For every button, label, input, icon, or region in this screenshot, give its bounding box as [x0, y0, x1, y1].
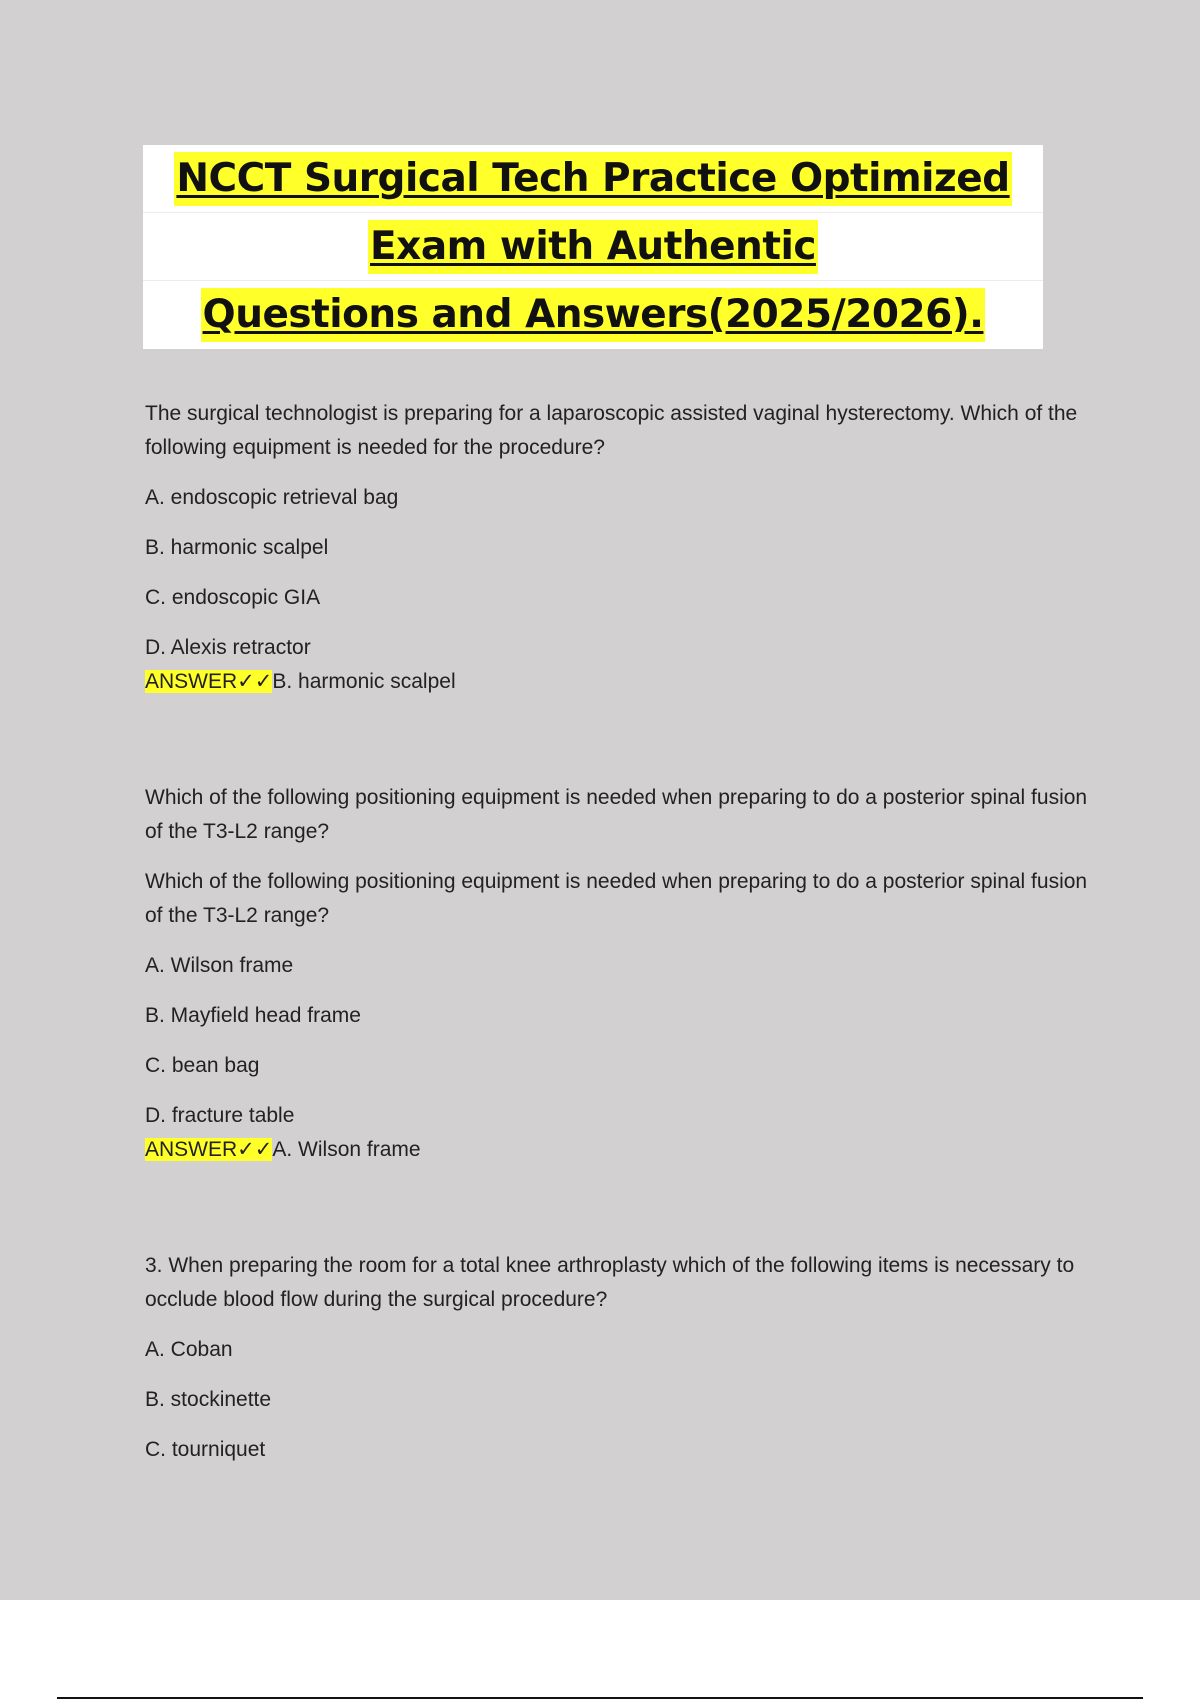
document-title-line-1: NCCT Surgical Tech Practice Optimized — [174, 152, 1011, 206]
question-text: The surgical technologist is preparing for a laparoscopic assisted vaginal hysterectomy. Which of the following equipment is needed for the procedure? — [145, 402, 1078, 459]
answer-line — [145, 1133, 1095, 1167]
document-title-line-2: Exam with Authentic — [368, 220, 818, 274]
option-b: B. stockinette — [145, 1388, 272, 1411]
title-row — [143, 281, 1043, 348]
footer-divider — [57, 1697, 1143, 1699]
document-title-line-3: Questions and Answers(2025/2026). — [201, 288, 986, 342]
answer-label: ANSWER✓✓ — [145, 1138, 273, 1161]
option-b: B. Mayfield head frame — [145, 1004, 361, 1027]
option-d: D. Alexis retractor — [145, 636, 311, 659]
option-d: D. fracture table — [145, 1104, 295, 1127]
answer-label: ANSWER✓✓ — [145, 670, 273, 693]
question-text-repeat: Which of the following positioning equipment is needed when preparing to do a posterior spinal fusion of the T3-L2 range? — [145, 870, 1088, 927]
option-a: A. Wilson frame — [145, 954, 294, 977]
question-text: Which of the following positioning equipment is needed when preparing to do a posterior spinal fusion of the T3-L2 range? — [145, 786, 1088, 843]
title-row — [143, 213, 1043, 281]
answer-text: A. Wilson frame — [272, 1138, 421, 1161]
question-list — [145, 397, 1095, 1549]
answer-text: B. harmonic scalpel — [272, 670, 456, 693]
option-c: C. endoscopic GIA — [145, 586, 321, 609]
option-c: C. bean bag — [145, 1054, 260, 1077]
option-b: B. harmonic scalpel — [145, 536, 329, 559]
answer-line — [145, 665, 1095, 699]
option-a: A. Coban — [145, 1338, 233, 1361]
title-box — [143, 145, 1043, 349]
question-1 — [145, 397, 1095, 699]
question-text: 3. When preparing the room for a total knee arthroplasty which of the following items is necessary to occlude blood flow during the surgical procedure? — [145, 1254, 1075, 1311]
option-c: C. tourniquet — [145, 1438, 266, 1461]
title-row — [143, 145, 1043, 213]
question-2 — [145, 781, 1095, 1167]
option-a: A. endoscopic retrieval bag — [145, 486, 399, 509]
question-3 — [145, 1249, 1095, 1467]
